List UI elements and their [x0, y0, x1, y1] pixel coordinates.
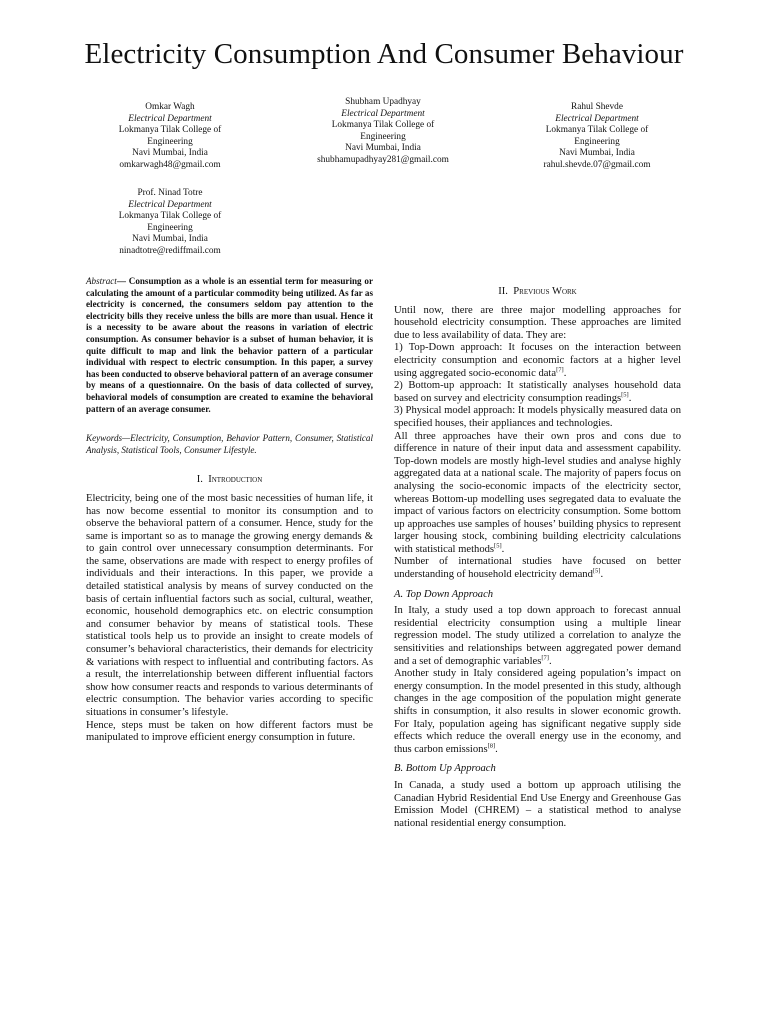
paragraph-text: Number of international studies have focused on better understanding of household electricity demand: [394, 556, 681, 581]
author-dept: Electrical Department: [128, 199, 212, 210]
approaches-comparison: [394, 431, 681, 557]
author-email: rahul.shevde.07@gmail.com: [543, 159, 651, 170]
author-dept: Electrical Department: [555, 113, 639, 124]
author-email: omkarwagh48@gmail.com: [119, 159, 221, 170]
author-email: ninadtotre@rediffmail.com: [119, 245, 221, 256]
author-college: Lokmanya Tilak College of Engineering: [118, 211, 222, 233]
citation: [5]: [494, 542, 502, 550]
author-name: Omkar Wagh: [145, 102, 195, 112]
author-dept: Electrical Department: [128, 113, 212, 124]
top-down-paragraph-2: [394, 668, 681, 756]
author-email: shubhamupadhyay281@gmail.com: [317, 154, 449, 165]
author-city: Navi Mumbai, India: [345, 143, 421, 154]
paragraph-text: In Italy, a study used a top down approach to forecast annual residential electricity consumption using a multiple linear regression model. The study utilized a correlation to analyze the sensitivities and relationships between aggregated power demand and a set of demographic variables: [394, 605, 681, 667]
citation: [7]: [541, 654, 549, 662]
paper-title: Electricity Consumption And Consumer Behaviour: [84, 38, 684, 70]
sentence-end: .: [495, 743, 498, 755]
author-college: Lokmanya Tilak College of Engineering: [331, 120, 435, 142]
author-name: Rahul Shevde: [571, 102, 623, 112]
subsection-heading-bottom-up: B. Bottom Up Approach: [394, 763, 496, 775]
author-block-1: [70, 102, 270, 172]
approach-item-3: 3) Physical model approach: It models physically measured data on specified houses, their appliances and technologies.: [394, 405, 681, 429]
author-name: Prof. Ninad Totre: [137, 188, 203, 198]
abstract-label: Abstract: [86, 276, 117, 286]
abstract-text: Consumption as a whole is an essential term for measuring or calculating the amount of a particular commodity being utilized. As far as electricity is concerned, the consumers seldom pay attention to the electricity bills they receive unless the bills are more than usual. Hence it is a necessity to be aware about the reasons in variation of electric consumption. As consumer behavior is a subset of human behavior, it is quite difficult to map and link the behavior pattern of a particular individual with respect to electric consumption. In this paper, a survey has been conducted to observe behavioral pattern of an average consumer by means of a questionnaire. On the basis of data collected of survey, behavioral models of consumption are created to examine the behavioral pattern of an average consumer.: [86, 276, 373, 414]
author-block-3: [497, 102, 697, 172]
author-name: Shubham Upadhyay: [345, 97, 421, 107]
citation: [5]: [592, 567, 601, 575]
approach-item-1: [394, 342, 681, 380]
citation: [7]: [556, 366, 564, 374]
section-heading-introduction: [86, 474, 373, 487]
section-number: II.: [498, 286, 508, 297]
paragraph-text: All three approaches have their own pros and cons due to difference in nature of their input data and assessment capability. Top-down models are mostly high-level studies and analyse highly aggregated data at a national scale. The majority of papers focus on analysing the socio-economic impacts of the electricity sector, whereas Bottom-up modelling uses segregated data to evaluate the impact of various factors on electricity consumption. Some bottom up approaches use samples of houses’ building physics to represent larger housing stock, combining building electricity calculations with statistical methods: [394, 430, 681, 555]
author-block-2: [283, 97, 483, 167]
intro-paragraph-2: Hence, steps must be taken on how different factors must be manipulated to improve efficient energy consumption in future.: [86, 719, 373, 744]
international-studies: [394, 556, 681, 581]
sentence-end: .: [600, 569, 604, 581]
sentence-end: .: [628, 392, 632, 404]
top-down-paragraph-1: [394, 605, 681, 668]
author-college: Lokmanya Tilak College of Engineering: [118, 125, 222, 147]
section-number: I.: [196, 474, 203, 486]
sentence-end: .: [563, 367, 567, 379]
section-title: Introduction: [208, 474, 263, 486]
sentence-end: .: [501, 543, 505, 555]
right-column: [394, 286, 681, 830]
approach-text: 2) Bottom-up approach: It statistically analyses household data based on survey and electricity consumption readings: [394, 380, 681, 404]
subsection-heading-top-down: A. Top Down Approach: [394, 588, 494, 600]
section-title: Previous Work: [513, 286, 577, 297]
section-heading-previous-work: [394, 286, 681, 299]
left-column: [86, 276, 373, 745]
approach-text: 1) Top-Down approach: It focuses on the interaction between electricity consumption and economic factors at a higher level using aggregated socio-economic data: [394, 342, 681, 379]
paragraph-text: Another study in Italy considered ageing population’s impact on energy consumption. In the model presented in this study, although changes in the age composition of the population might generate shifts in consumption, it also results in slower economic growth. For Italy, population ageing has significant negative supply side effects which reduce the overall energy use in the economy, and thus carbon emissions: [394, 668, 681, 755]
bottom-up-paragraph-1: In Canada, a study used a bottom up approach utilising the Canadian Hybrid Residential End Use Energy and Greenhouse Gas Emission Model (CHREM) – a statistical method to analyse national residential energy consumption.: [394, 779, 681, 829]
author-city: Navi Mumbai, India: [559, 148, 635, 159]
approach-item-2: [394, 380, 681, 405]
author-city: Navi Mumbai, India: [132, 234, 208, 245]
intro-paragraph-1: Electricity, being one of the most basic necessities of human life, it has now become essential to monitor its consumption and to observe the behavioral pattern of a consumer. Hence, study for the same is important so as to manage the growing energy demands & to gain control over unnecessary consumption determinants. For the same, observations are made with respect to energy profiles of individuals and their interactions. In this paper, we provide a detailed statistical analysis by means of survey conducted on the basis of certain influential factors such as social, cultural, weather, economic, household demographics etc. on electric consumption and consumer behavior by means of statistical tools. These statistical tools help us to provide an insight to create models of consumer’s behavioral characteristics, their demands for electricity & variations with respect to influential and contributing factors. As a result, the interrelationship between different influential factors show how consumer reacts and responds to various determinants of electric consumption. The behavior varies according to specific situations in consumer’s lifestyle.: [86, 492, 373, 718]
sentence-end: .: [548, 655, 552, 667]
citation: [8]: [487, 742, 496, 750]
abstract: [86, 276, 373, 415]
prev-work-intro: Until now, there are three major modelling approaches for household electricity consumption. These approaches are limited due to less availability of data. They are:: [394, 304, 681, 341]
citation: [5]: [621, 391, 629, 399]
abstract-dash: —: [116, 276, 129, 286]
author-block-4: [70, 188, 270, 258]
author-city: Navi Mumbai, India: [132, 148, 208, 159]
author-dept: Electrical Department: [341, 108, 425, 119]
keywords: Keywords—Electricity, Consumption, Behavior Pattern, Consumer, Statistical Analysis, Statistical Tools, Consumer Lifestyle.: [86, 433, 373, 455]
author-college: Lokmanya Tilak College of Engineering: [545, 125, 649, 147]
